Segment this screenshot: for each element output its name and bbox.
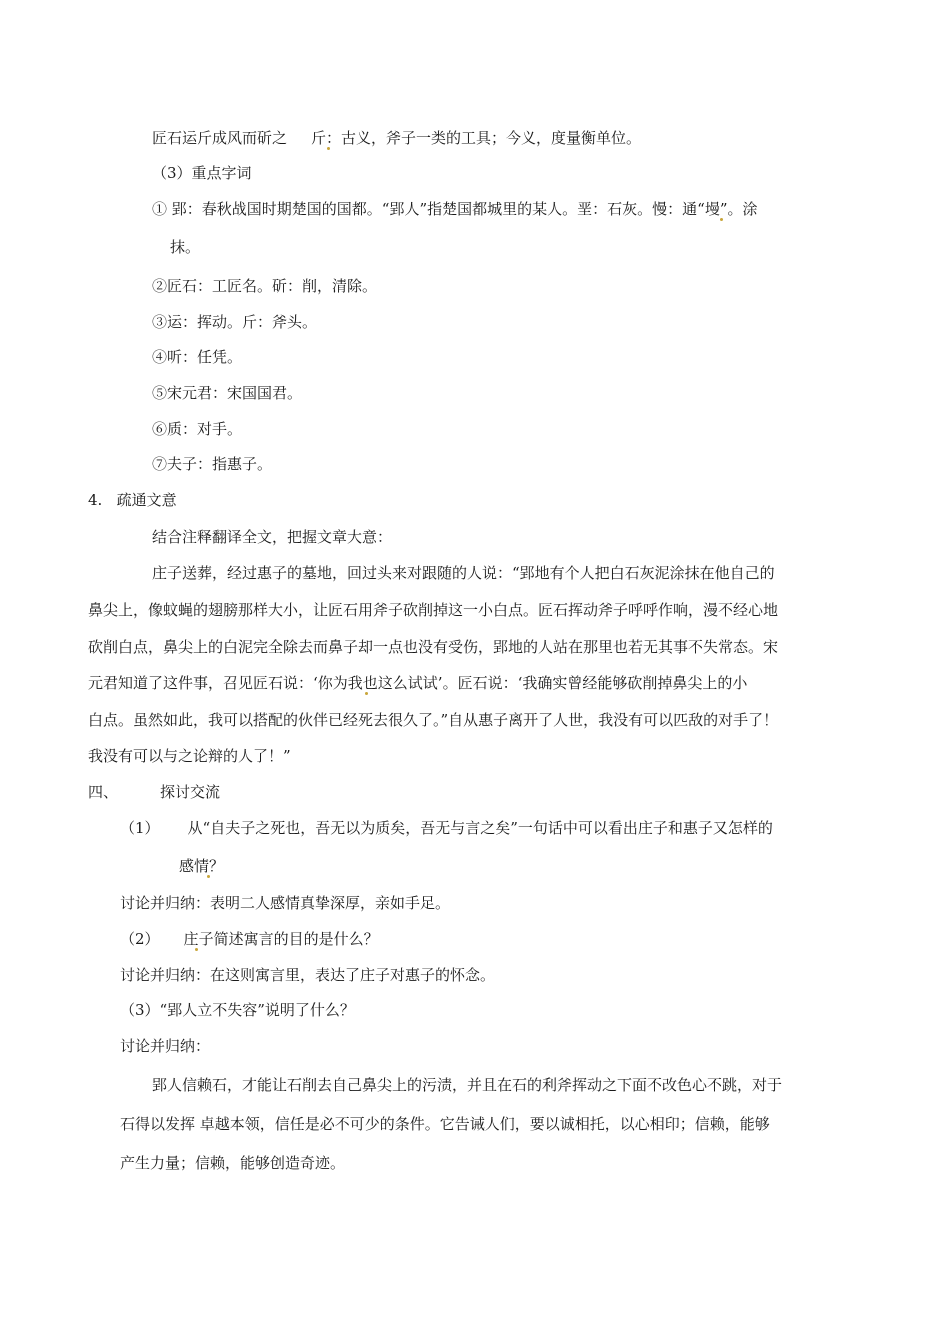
answer-1: 讨论并归纳：表明二人感情真挚深厚，亲如手足。	[120, 894, 451, 912]
highlight-mark: 也	[363, 674, 378, 692]
question-1-cont: 感情 ？	[179, 856, 224, 876]
question-1: （1） 从“自夫子之死也，吾无以为质矣，吾无与言之矣”一句话中可以看出庄子和惠子又怎样的	[120, 819, 773, 837]
translation-line: 元君知道了这件事，召见匠石说：‘你为我也 这么试试’。匠石说：‘我确实曾经能够砍削掉鼻尖上的小	[88, 673, 747, 693]
key-word-item: ① 郢：春秋战国时期楚国的国都。“郢人”指楚国都城里的某人。垩：石灰。慢：通“墁 ”。涂	[152, 199, 758, 219]
answer-3-line: 产生力量；信赖，能够创造奇迹。	[120, 1154, 346, 1172]
key-word-item-cont: 抹。	[170, 238, 201, 256]
gu-jin-prefix: 匠石运斤成风而斫之	[152, 129, 288, 147]
gu-jin-word: 斤	[311, 129, 326, 147]
key-word-item: ②匠石：工匠名。斫：削，清除。	[152, 277, 378, 295]
translation-line: 鼻尖上，像蚊蝇的翅膀那样大小，让匠石用斧子砍削掉这一小白点。匠石挥动斧子呼呼作响，漫不经心地	[88, 601, 779, 619]
gu-jin-suffix: ：古义，斧子一类的工具；今义，度量衡单位。	[326, 129, 642, 147]
answer-3-label: 讨论并归纳：	[120, 1037, 211, 1055]
key-word-item: ⑤宋元君：宋国国君。	[152, 384, 303, 402]
key-word-item: ⑥质：对手。	[152, 420, 243, 438]
question-2: （2） 庄 子简述寓言的目的是什么？	[120, 929, 379, 949]
translation-line: 我没有可以与之论辩的人了！”	[88, 747, 291, 765]
section-four-heading: 四、 探讨交流	[88, 783, 221, 801]
translation-line: 砍削白点，鼻尖上的白泥完全除去而鼻子却一点也没有受伤，郢地的人站在那里也若无其事不失常态。宋	[88, 638, 779, 656]
key-words-heading: （3）重点字词	[152, 164, 252, 182]
question-3: （3）“郢人立不失容”说明了什么？	[120, 1001, 355, 1019]
section-4-heading: 4. 疏通文意	[88, 491, 177, 509]
key-word-item: ③运：挥动。斤：斧头。	[152, 313, 318, 331]
answer-3-line: 石得以发挥 卓越本领，信任是必不可少的条件。它告诫人们，要以诚相托，以心相印；信赖，能够	[120, 1115, 770, 1133]
translation-line: 白点。虽然如此，我可以搭配的伙伴已经死去很久了。”自从惠子离开了人世，我没有可以匹敌的对手了！	[88, 711, 779, 729]
translation-line: 庄子送葬，经过惠子的墓地，回过头来对跟随的人说：“郢地有个人把白石灰泥涂抹在他自己的	[152, 564, 775, 582]
answer-2: 讨论并归纳：在这则寓言里，表达了庄子对惠子的怀念。	[120, 966, 496, 984]
key-word-item: ④听：任凭。	[152, 348, 243, 366]
gu-jin-line	[152, 128, 641, 148]
answer-3-line: 郢人信赖石，才能让石削去自己鼻尖上的污渍，并且在石的利斧挥动之下面不改色心不跳，对于	[152, 1076, 783, 1094]
highlight-mark: 墁	[705, 200, 720, 218]
section-4-intro: 结合注释翻译全文，把握文章大意：	[152, 528, 393, 546]
key-word-item: ⑦夫子：指惠子。	[152, 455, 273, 473]
